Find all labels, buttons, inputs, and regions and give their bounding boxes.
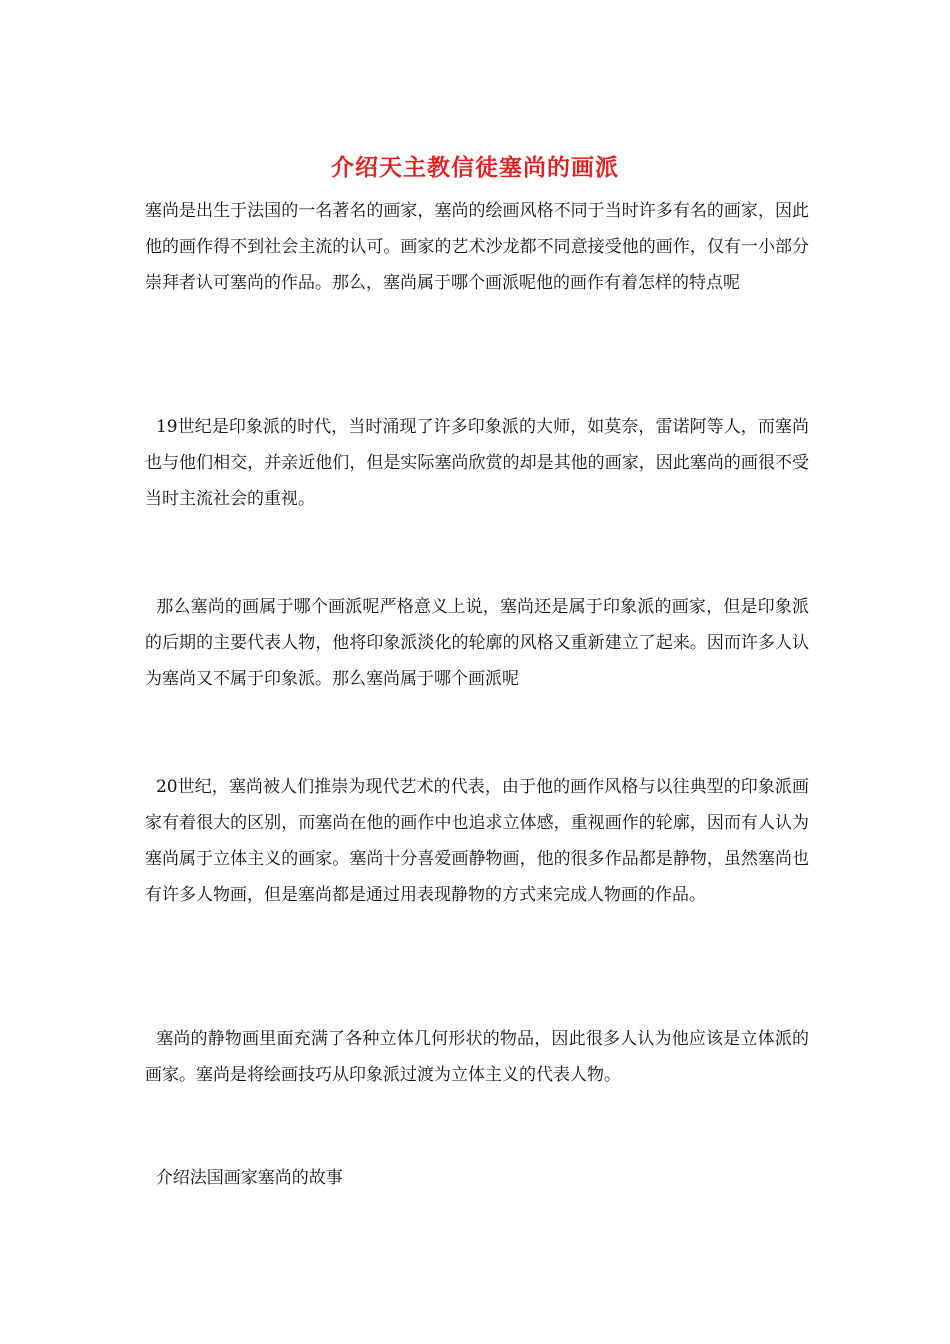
paragraph-still-life: 塞尚的静物画里面充满了各种立体几何形状的物品，因此很多人认为他应该是立体派的画家。塞尚是将绘画技巧从印象派过渡为立体主义的代表人物。	[145, 1029, 810, 1085]
paragraph-20th-century: 20世纪，塞尚被人们推崇为现代艺术的代表，由于他的画作风格与以往典型的印象派画家有着很大的区别，而塞尚在他的画作中也追求立体感，重视画作的轮廓，因而有人认为塞尚属于立体主义的画家。塞尚十分喜爱画静物画，他的很多作品都是静物，虽然塞尚也有许多人物画，但是塞尚都是通过用表现静物的方式来完成人物画的作品。	[145, 777, 809, 905]
document-title: 介绍天主教信徒塞尚的画派	[331, 154, 619, 181]
paragraph-intro: 塞尚是出生于法国的一名著名的画家，塞尚的绘画风格不同于当时许多有名的画家，因此他的画作得不到社会主流的认可。画家的艺术沙龙都不同意接受他的画作，仅有一小部分崇拜者认可塞尚的作品。那么，塞尚属于哪个画派呢他的画作有着怎样的特点呢	[145, 201, 809, 293]
paragraph-school-question: 那么塞尚的画属于哪个画派呢严格意义上说，塞尚还是属于印象派的画家，但是印象派的后期的主要代表人物，他将印象派淡化的轮廓的风格又重新建立了起来。因而许多人认为塞尚又不属于印象派。那么塞尚属于哪个画派呢	[145, 597, 810, 689]
paragraph-19th-century: 19世纪是印象派的时代，当时涌现了许多印象派的大师，如莫奈，雷诺阿等人，而塞尚也与他们相交，并亲近他们，但是实际塞尚欣赏的却是其他的画家，因此塞尚的画很不受当时主流社会的重视。	[145, 417, 809, 509]
paragraph-story-heading: 介绍法国画家塞尚的故事	[145, 1168, 343, 1188]
